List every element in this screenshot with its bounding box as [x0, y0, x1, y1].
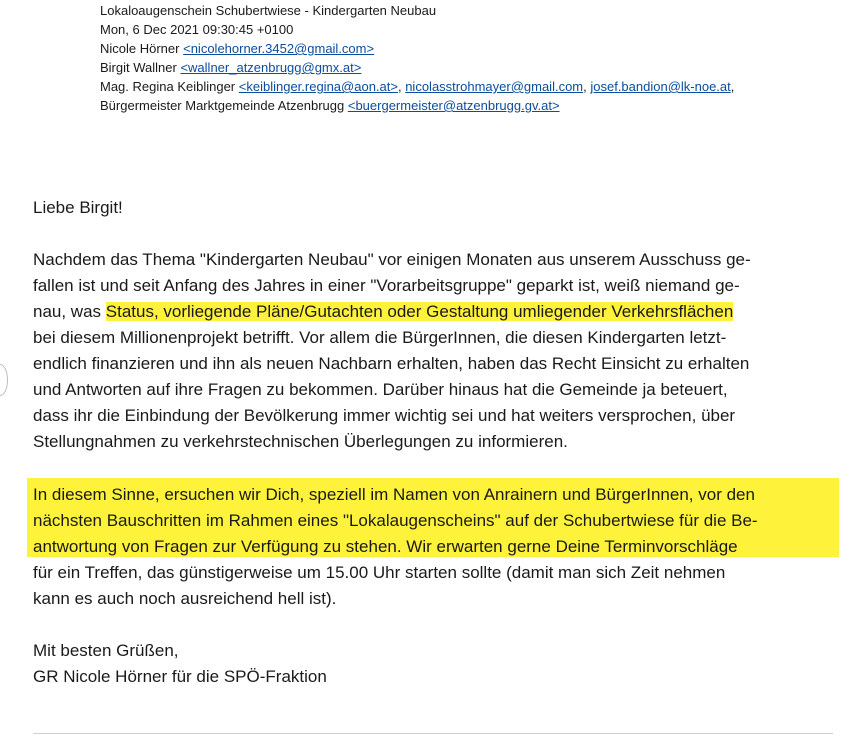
cc-email-link-2[interactable]: nicolasstrohmayer@gmail.com	[405, 79, 584, 94]
from-value	[100, 39, 374, 59]
p2-line-2: nächsten Bauschritten im Rahmen eines "Lokalaugenscheins" auf der Schubertwiese für die Be-	[33, 511, 758, 530]
p2-line-4: für ein Treffen, das günstigerweise um 15.00 Uhr starten sollte (damit man sich Zeit nehmen	[33, 563, 726, 582]
date-value: Mon, 6 Dec 2021 09:30:45 +0100	[100, 22, 294, 37]
cc-email-link-1[interactable]: <keiblinger.regina@aon.at>	[238, 79, 398, 94]
bottom-divider	[33, 733, 833, 734]
cc-value-2	[100, 96, 560, 116]
p1-line-2: fallen ist und seit Anfang des Jahres in einer "Vorarbeitsgruppe" geparkt ist, weiß niemand ge-	[33, 276, 740, 295]
p1-line-5: endlich finanzieren und ihn als neuen Nachbarn erhalten, haben das Recht Einsicht zu erhalten	[33, 354, 750, 373]
cc-name-1: Mag. Regina Keiblinger	[100, 79, 236, 94]
to-email-link[interactable]: <wallner_atzenbrugg@gmx.at>	[180, 60, 362, 75]
cc-value: Mag. Regina Keiblinger <keiblinger.regina@aon.at>, nicolasstrohmayer@gmail.com, josef.bandion@lk-noe.at,	[100, 79, 735, 94]
highlighted-phrase: Status, vorliegende Pläne/Gutachten oder Gestaltung umliegender Verkehrsflächen	[105, 302, 734, 321]
p1-line-8: Stellungnahmen zu verkehrstechnischen Überlegungen zu informieren.	[33, 432, 568, 451]
to-value	[100, 58, 361, 78]
subject-value: Lokaloaugenschein Schubertwiese - Kindergarten Neubau	[100, 3, 437, 18]
p1-line-3-start: nau, was	[33, 302, 106, 321]
p2-line-1: In diesem Sinne, ersuchen wir Dich, speziell im Namen von Anrainern und BürgerInnen, vor den	[33, 485, 755, 504]
cc-name-2: Bürgermeister Marktgemeinde Atzenbrugg	[100, 98, 345, 113]
cc-email-link-3[interactable]: josef.bandion@lk-noe.at	[590, 79, 731, 94]
greeting: Liebe Birgit!	[33, 198, 123, 217]
scroll-edge-handle[interactable]	[0, 364, 8, 396]
to-name: Birgit Wallner	[100, 60, 177, 75]
from-email-link[interactable]: <nicolehorner.3452@gmail.com>	[183, 41, 375, 56]
p1-line-4: bei diesem Millionenprojekt betrifft. Vor allem die BürgerInnen, die diesen Kindergarten letzt-	[33, 328, 727, 347]
signature: GR Nicole Hörner für die SPÖ-Fraktion	[33, 667, 327, 686]
cc-email-link-4[interactable]: <buergermeister@atzenbrugg.gv.at>	[347, 98, 560, 113]
p1-line-3	[33, 299, 733, 325]
p1-line-6: und Antworten auf ihre Fragen zu bekommen. Darüber hinaus hat die Gemeinde ja beteuert,	[33, 380, 728, 399]
p1-line-1: Nachdem das Thema "Kindergarten Neubau" vor einigen Monaten aus unserem Ausschuss ge-	[33, 250, 751, 269]
from-name: Nicole Hörner	[100, 41, 180, 56]
p2-line-5: kann es auch noch ausreichend hell ist).	[33, 589, 337, 608]
closing: Mit besten Grüßen,	[33, 641, 179, 660]
p2-line-3: antwortung von Fragen zur Verfügung zu stehen. Wir erwarten gerne Deine Terminvorschläge	[33, 537, 738, 556]
p1-line-7: dass ihr die Einbindung der Bevölkerung immer wichtig sei und hat weiters versprochen, über	[33, 406, 736, 425]
